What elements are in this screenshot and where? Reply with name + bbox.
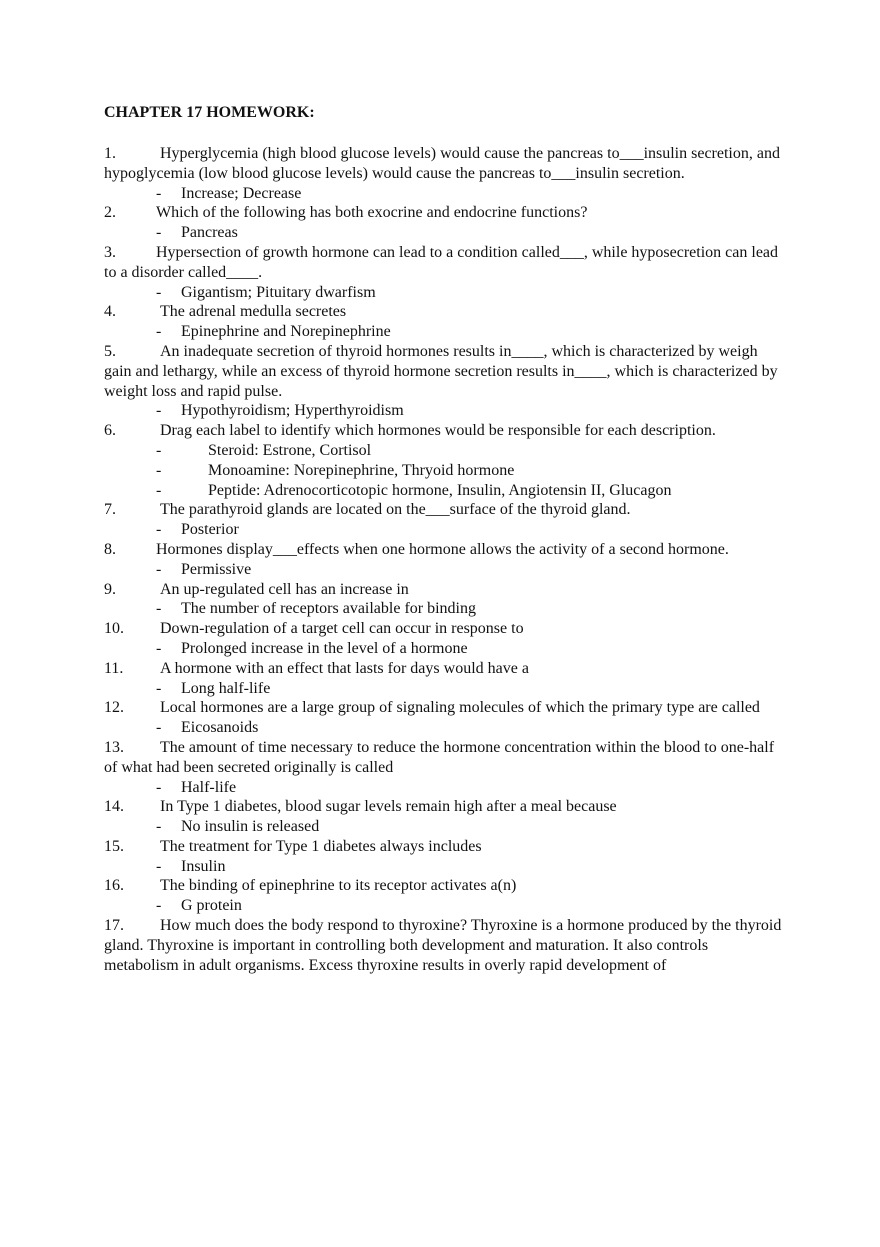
question-number: 17. [104,917,124,935]
question-number: 12. [104,699,124,717]
question-text: Hyperglycemia (high blood glucose levels) would cause the pancreas to___insulin secretion, and hypoglycemia (low blood glucose levels) would cause the pancreas to___insulin secretion. [104,145,780,182]
bullet-dash: - [156,639,162,657]
question-item [104,738,784,778]
answer-item [104,718,784,738]
question-text: Which of the following has both exocrine and endocrine functions? [156,204,588,222]
question-number: 2. [104,204,116,222]
bullet-dash: - [156,441,162,459]
answer-text: Long half-life [181,679,271,697]
bullet-dash: - [156,224,162,242]
bullet-dash: - [156,521,162,539]
answer-item [104,817,784,837]
question-item [104,302,784,322]
question-number: 5. [104,342,116,360]
document-page [104,103,784,975]
question-text: The adrenal medulla secretes [160,303,347,321]
question-text: Local hormones are a large group of signaling molecules of which the primary type are called [160,699,760,717]
answer-text: Epinephrine and Norepinephrine [181,323,391,341]
answer-item [104,639,784,659]
question-number: 11. [104,659,124,677]
answer-text: Prolonged increase in the level of a hormone [181,639,468,657]
question-item [104,916,784,975]
question-text: The parathyroid glands are located on the___surface of the thyroid gland. [160,501,631,519]
question-item [104,698,784,718]
answer-item [104,322,784,342]
answer-text: Eicosanoids [181,719,259,737]
question-text: Down-regulation of a target cell can occur in response to [160,620,524,638]
answer-text: Hypothyroidism; Hyperthyroidism [181,402,404,420]
answer-item [104,778,784,798]
answer-text: Steroid: Estrone, Cortisol [208,441,372,459]
question-text: Drag each label to identify which hormones would be responsible for each description. [160,422,716,440]
question-item [104,421,784,441]
answer-text: No insulin is released [181,818,320,836]
answer-text: G protein [181,897,242,915]
question-text: A hormone with an effect that lasts for days would have a [160,659,529,677]
question-number: 15. [104,837,124,855]
bullet-dash: - [156,600,162,618]
answer-item [104,679,784,699]
question-number: 7. [104,501,116,519]
bullet-dash: - [156,818,162,836]
bullet-dash: - [156,778,162,796]
answer-item [104,481,784,501]
question-number: 14. [104,798,124,816]
question-number: 6. [104,422,116,440]
question-item [104,500,784,520]
question-list [104,144,784,975]
question-item [104,342,784,401]
question-item [104,243,784,283]
question-text: In Type 1 diabetes, blood sugar levels remain high after a meal because [160,798,617,816]
answer-item [104,560,784,580]
question-number: 4. [104,303,116,321]
answer-item [104,461,784,481]
answer-item [104,599,784,619]
question-text: How much does the body respond to thyroxine? Thyroxine is a hormone produced by the thyroid gland. Thyroxine is important in controlling both development and maturation. It also controls metabolism in adult organisms. Excess thyroxine results in overly rapid development of [104,917,782,974]
question-item [104,797,784,817]
answer-item [104,401,784,421]
bullet-dash: - [156,897,162,915]
answer-text: Posterior [181,521,239,539]
question-item [104,659,784,679]
page-title: CHAPTER 17 HOMEWORK: [104,104,315,121]
answer-item [104,283,784,303]
answer-text: Permissive [181,560,252,578]
question-item [104,540,784,560]
bullet-dash: - [156,481,162,499]
question-item [104,580,784,600]
bullet-dash: - [156,719,162,737]
answer-item [104,441,784,461]
answer-text: Insulin [181,857,226,875]
question-number: 1. [104,145,116,162]
question-text: The amount of time necessary to reduce the hormone concentration within the blood to one-half of what had been secreted originally is called [104,738,775,776]
question-number: 10. [104,620,124,638]
answer-text: Peptide: Adrenocorticotopic hormone, Insulin, Angiotensin II, Glucagon [208,481,672,499]
question-number: 3. [104,243,116,261]
answer-text: Gigantism; Pituitary dwarfism [181,283,376,301]
answer-text: Half-life [181,778,237,796]
question-text: An inadequate secretion of thyroid hormones results in____, which is characterized by weigh gain and lethargy, while an excess of thyroid hormone secretion results in____, which is characterized by weight loss and rapid pulse. [104,342,778,400]
answer-item [104,184,784,204]
bullet-dash: - [156,679,162,697]
answer-text: Monoamine: Norepinephrine, Thryoid hormone [208,461,515,479]
question-item [104,837,784,857]
question-text: Hormones display___effects when one hormone allows the activity of a second hormone. [156,540,729,558]
question-item [104,203,784,223]
question-item [104,144,784,184]
answer-item [104,223,784,243]
answer-text: The number of receptors available for binding [181,600,476,618]
question-item [104,876,784,896]
answer-item [104,520,784,540]
question-text: The binding of epinephrine to its receptor activates a(n) [160,877,517,895]
question-number: 13. [104,738,124,756]
question-number: 8. [104,540,116,558]
answer-item [104,896,784,916]
answer-text: Pancreas [181,224,238,242]
bullet-dash: - [156,402,162,420]
answer-text: Increase; Decrease [181,184,302,202]
bullet-dash: - [156,461,162,479]
bullet-dash: - [156,857,162,875]
question-number: 9. [104,580,116,598]
bullet-dash: - [156,323,162,341]
question-text: An up-regulated cell has an increase in [160,580,409,598]
answer-item [104,857,784,877]
question-text: Hypersection of growth hormone can lead to a condition called___, while hyposecretion can lead to a disorder called____. [104,243,779,281]
bullet-dash: - [156,560,162,578]
question-text: The treatment for Type 1 diabetes always includes [160,837,482,855]
bullet-dash: - [156,184,162,202]
question-number: 16. [104,877,124,895]
question-item [104,619,784,639]
bullet-dash: - [156,283,162,301]
